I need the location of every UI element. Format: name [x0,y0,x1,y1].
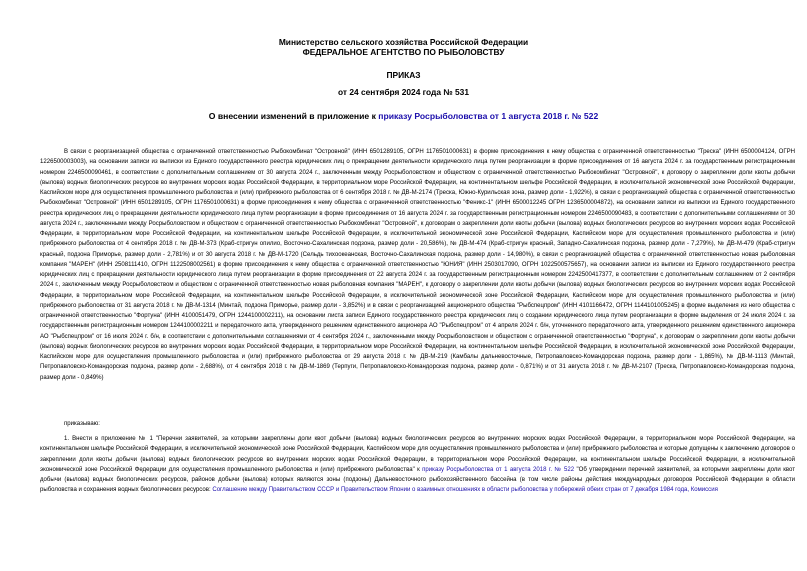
title-link[interactable]: приказу Росрыболовства от 1 августа 2018 г. № 522 [378,111,599,121]
document-date-number: от 24 сентября 2024 года № 531 [337,87,469,97]
item-1-text-continued: "Об утверждении перечней заявителей, за которыми закреплены доли квот добычи (вылова) водных биологических ресурсов, районов добычи (вылова) которых являются зоны (подзоны) Дальневосточного рыбохозяйственного бассейна (в том числе районы действия международных договоров Российской Федерации в области рыболовства и сохранения водных биологических ресурсов: [40,466,795,494]
document-type: ПРИКАЗ [386,70,421,80]
title-prefix: О внесении изменений в приложение к [208,111,379,121]
ordered-label: приказываю: [64,421,100,427]
item-1-paragraph [40,434,795,496]
agency-name: ФЕДЕРАЛЬНОЕ АГЕНТСТВО ПО РЫБОЛОВСТВУ [302,47,505,57]
item-1-text: 1. Внести в приложение № 1 "Перечни заявителей, за которыми закреплены доли квот добычи (вылова) водных биологических ресурсов во внутренних морских водах Российской Федерации, в территориальном море Российской Федерации, на континентальном шельфе Российской Федерации, в исключительной экономической зоне Российской Федерации, Каспийском море для осуществления промышленного рыболовства и (или) прибрежного рыболовства и которые допущены к заключению договоров о закреплении доли квоты добычи (вылова) водных биологических ресурсов во внутренних морских водах Российской Федерации, в территориальном море Российской Федерации, на континентальном шельфе Российской Федерации, в исключительной экономической зоне Российской Федерации для осуществления промышленного рыболовства и (или) прибрежного рыболовства" к [40,436,795,473]
ministry-name: Министерство сельского хозяйства Российской Федерации [278,37,529,47]
item-1-order-link[interactable]: приказу Росрыболовства от 1 августа 2018 г. № 522 [422,466,575,473]
preamble-paragraph: В связи с реорганизацией общества с ограниченной ответственностью Рыбокомбинат "Островной" (ИНН 6501289105, ОГРН 1176501000631) в форме присоединения к нему общества с ограниченной ответственностью "Треска" (ИНН 6500004124, ОГРН 1226500003003), на основании записи из выписки из Единого государственного реестра юридических лиц о прекращении деятельности юридического лица путем реорганизации в форме присоединения от 16 августа 2024 г. за государственным регистрационным номером 2246500090461, в соответствии с дополнительным соглашением от 30 августа 2024 г., заключенным между Росрыболовством и обществом с ограниченной ответственностью Рыбокомбинат "Островной", к договору о закреплении доли квоты добычи (вылова) водных биологических ресурсов во внутренних морских водах Российской Федерации, в территориальном море Российской Федерации, на континентальном шельфе Российской Федерации, в исключительной экономической зоне Российской Федерации, Каспийском море для осуществления промышленного рыболовства и (или) прибрежного рыболовства от 6 сентября 2018 г. № ДВ-М-2174 (Треска, Южно-Курильская зона, размер доли - 1,922%), в связи с реорганизацией общества с ограниченной ответственностью Рыбокомбинат "Островной" (ИНН 6501289105, ОГРН 1176501000631) в форме присоединения к нему общества с ограниченной ответственностью "Феникс-1" (ИНН 6500012245 ОГРН 1236500004872), на основании записи из выписки из Единого государственного реестра юридических лиц о прекращении деятельности юридического лица путем реорганизации в форме присоединения от 16 августа 2024 г. за государственным регистрационным номером 2246500090483, в соответствии с дополнительными соглашениями от 30 августа 2024 г., заключенными между Росрыболовством и обществом с ограниченной ответственностью Рыбокомбинат "Островной", к договорам о закреплении доли квоты добычи (вылова) водных биологических ресурсов во внутренних морских водах Российской Федерации, в территориальном море Российской Федерации, на континентальном шельфе Российской Федерации, в исключительной экономической зоне Российской Федерации, Каспийском море для осуществления промышленного рыболовства и (или) прибрежного рыболовства от 4 сентября 2018 г. № ДВ-М-373 (Краб-стригун опилио, Восточно-Сахалинская подзона, размер доли - 20,586%), № ДВ-М-474 (Краб-стригун красный, Западно-Сахалинская подзона, размер доли - 7,279%), № ДВ-М-479 (Краб-стригун красный, подзона Приморье, размер доли - 2,781%) и от 30 августа 2018 г. № ДВ-М-1720 (Сельдь тихоокеанская, Восточно-Сахалинская подзона, размер доли - 14,980%), в связи с реорганизацией общества с ограниченной ответственностью новая рыболовная компания "МАРЕН" (ИНН 2508111410, ОГРН 1122508002561) в форме присоединения к нему общества с ограниченной ответственностью "ЮНИЯ" (ИНН 2503017090, ОГРН 1022500575657), на основании записи из выписки из Единого государственного реестра юридических лиц с прекращении деятельности юридического лица путем реорганизации в форме присоединения от 22 августа 2024 г. за государственным регистрационным номером 2242500417377, в соответствии с дополнительным соглашением от 2 сентября 2024 г., заключенным между Росрыболовством и обществом с ограниченной ответственностью новая рыболовная компания "МАРЕН", к договору о закреплении доли квоты добычи (вылова) водных биологических ресурсов во внутренних морских водах Российской Федерации, в территориальном море Российской Федерации, на континентальном шельфе Российской Федерации, в исключительной экономической зоне Российской Федерации, Каспийском море для осуществления промышленного рыболовства и (или) прибрежного рыболовства от 31 августа 2018 г. № ДВ-М-1314 (Минтай, подзона Приморье, размер доли - 3,852%) и в связи с реорганизацией акционерного общества "Рыбспецпром" (ИНН 4101166472, ОГРН 1144101005245) в форме выделения из него общества с ограниченной ответственностью "Фортуна" (ИНН 4100051479, ОГРН 1244100002211), на основании листа записи Единого государственного реестра юридических лиц о создании юридического лица путем реорганизации в форме выделения от 24 июля 2024 г. за государственным регистрационным номером 1244100002211 и передаточного акта, утвержденного решением единственного акционера АО "Рыбспецпром" от 4 апреля 2024 г. б/н, уточненного передаточного акта, утвержденного решением единственного акционера АО "Рыбспецпром" от 16 июля 2024 г. б/н, в соответствии с дополнительными соглашениями от 4 сентября 2024 г., заключенными между Росрыболовством и обществом с ограниченной ответственностью "Фортуна", к договорам о закреплении доли квоты добычи (вылова) водных биологических ресурсов во внутренних морских водах Российской Федерации, в территориальном море Российской Федерации, на континентальном шельфе Российской Федерации, в исключительной экономической зоне Российской Федерации, Каспийском море для осуществления промышленного рыболовства и (или) прибрежного рыболовства от 29 августа 2018 г. № ДВ-М-219 (Камбалы дальневосточные, Петропавловско-Командорская подзона, размер доли - 1,865%), № ДВ-М-1113 (Минтай, Петропавловско-Командорская подзона, размер доли - 2,688%), от 4 сентября 2018 г. № ДВ-М-1869 (Терпуги, Петропавловско-Командорская подзона, размер доли - 0,871%) и от 31 августа 2018 г. № ДВ-М-2107 (Треска, Петропавловско-Командорская подзона, размер доли - 0,849%) [40,149,795,381]
item-1-agreement-link[interactable]: Соглашение между Правительством СССР и Правительством Японии о взаимных отношениях в области рыболовства у побережий обеих стран от 7 декабря 1984 года, Комиссия [212,487,718,494]
document-title [0,111,807,122]
